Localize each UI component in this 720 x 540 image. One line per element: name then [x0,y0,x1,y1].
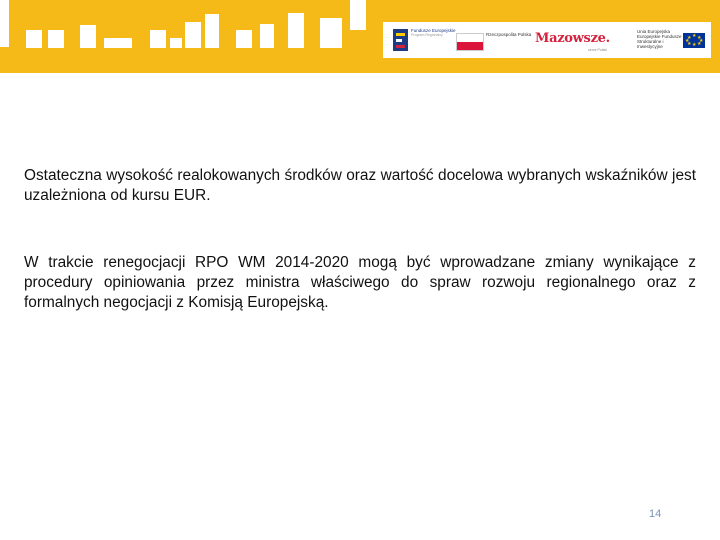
header-band [0,0,720,73]
decorative-block [288,13,304,48]
decorative-block [104,38,132,48]
mazowsze-label: Mazowsze. [535,31,610,46]
decorative-block [350,0,366,30]
fundusze-europejskie-logo [383,22,456,58]
decorative-bar [0,0,9,47]
paragraph-renegotiation: W trakcie renegocjacji RPO WM 2014-2020 mogą być wprowadzane zmiany wynikające z procedury opiniowania przez ministra właściwego do spraw rozwoju regionalnego oraz z formalnych negocjacji z Komisją Europejską. [24,254,696,311]
decorative-block [320,18,342,48]
decorative-block [236,30,252,48]
rp-label: Rzeczpospolita Polska [486,32,532,37]
decorative-block [80,25,96,48]
decorative-block [205,14,219,48]
paragraph-exchange-rate: Ostateczna wysokość realokowanych środków oraz wartość docelowa wybranych wskaźników jest uzależniona od kursu EUR. [24,167,696,204]
fundusze-subtitle: Program Regionalny [411,33,443,37]
fundusze-title: Fundusze Europejskie [411,28,456,33]
page-number: 14 [649,508,662,520]
decorative-block [260,24,274,48]
poland-flag-logo [453,22,533,58]
decorative-block [150,30,166,48]
ue-label: Unia Europejska Europejskie Fundusze Strukturalne i Inwestycyjne [637,29,682,49]
poland-flag-icon [456,33,484,51]
decorative-block [185,22,201,48]
decorative-block [170,38,182,48]
decorative-block [48,30,64,48]
mazowsze-subtitle: serce Polski [588,48,607,52]
decorative-block [26,30,42,48]
logo-strip [383,22,711,58]
eu-flag-icon: ★ ★ ★ ★ ★ ★ ★ ★ [685,33,704,48]
fundusze-europejskie-icon [393,29,408,51]
